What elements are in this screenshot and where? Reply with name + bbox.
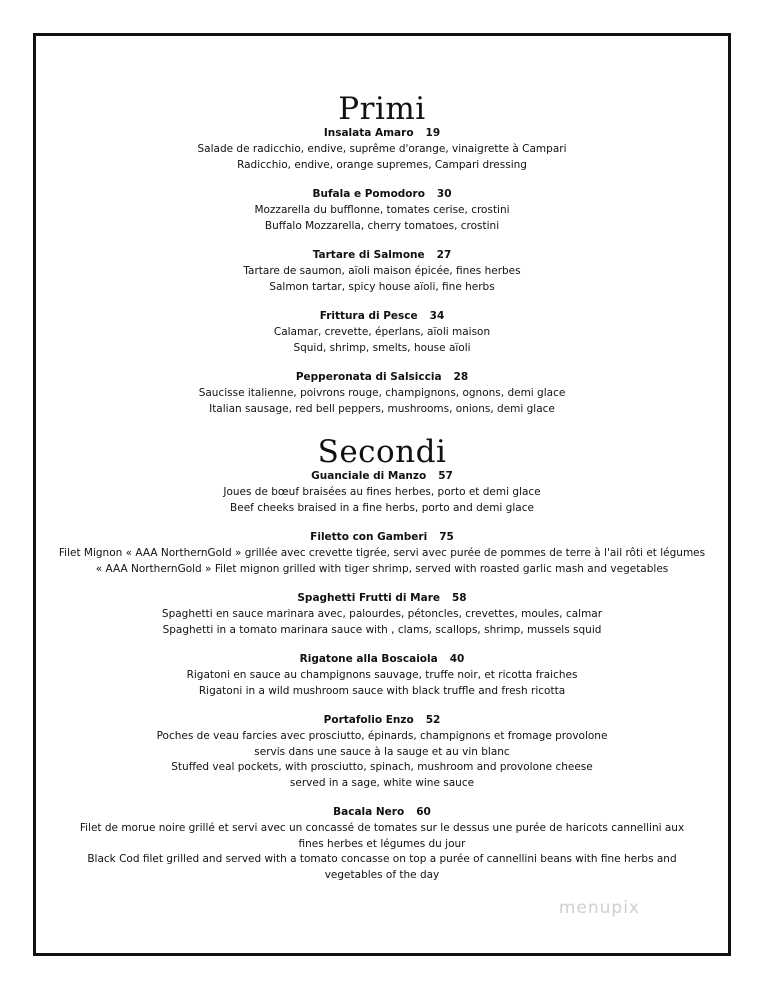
item-description: servis dans une sauce à la sauge et au vin blanc	[254, 745, 510, 758]
item-description: Salmon tartar, spicy house aïoli, fine herbs	[269, 280, 495, 293]
item-price: 75	[439, 531, 454, 543]
item-price: 19	[425, 127, 441, 139]
watermark-logo: menupix	[558, 898, 640, 918]
item-description: Mozzarella du bufflonne, tomates cerise, crostini	[254, 204, 510, 216]
item-description: served in a sage, white wine sauce	[289, 776, 475, 789]
section-title-secondi: Secondi	[317, 434, 447, 470]
section-title-primi: Primi	[338, 91, 426, 127]
item-description: Tartare de saumon, aïoli maison épicée, fines herbes	[243, 265, 521, 277]
item-description: Radicchio, endive, orange supremes, Campari dressing	[237, 158, 527, 171]
item-name: Bacala Nero	[333, 806, 405, 818]
item-description: Rigatoni en sauce au champignons sauvage, truffe noir, et ricotta fraiches	[186, 669, 578, 681]
item-price: 52	[425, 714, 441, 726]
item-description: Spaghetti en sauce marinara avec, palourdes, pétoncles, crevettes, moules, calmar	[161, 608, 603, 620]
item-description: Poches de veau farcies avec prosciutto, épinards, champignons et fromage provolone	[156, 730, 608, 742]
item-description: Squid, shrimp, smelts, house aïoli	[293, 341, 471, 354]
menu-item	[36, 713, 728, 791]
item-description: Italian sausage, red bell peppers, mushrooms, onions, demi glace	[209, 402, 555, 415]
item-description: vegetables of the day	[324, 868, 440, 881]
item-name: Bufala e Pomodoro	[312, 188, 425, 200]
menu-item	[36, 591, 728, 638]
menu-item	[36, 187, 728, 234]
item-name: Tartare di Salmone	[312, 249, 425, 261]
item-description: fines herbes et légumes du jour	[298, 837, 466, 850]
item-description: Saucisse italienne, poivrons rouge, champignons, ognons, demi glace	[198, 387, 566, 399]
item-price: 30	[436, 188, 452, 200]
menu-item	[36, 805, 728, 883]
item-name: Insalata Amaro	[323, 127, 414, 139]
item-description: Beef cheeks braised in a fine herbs, porto and demi glace	[230, 501, 534, 514]
item-description: Rigatoni in a wild mushroom sauce with black truffle and fresh ricotta	[198, 684, 566, 697]
item-price: 60	[416, 806, 431, 818]
menu-item	[36, 652, 728, 699]
item-description: Stuffed veal pockets, with prosciutto, spinach, mushroom and provolone cheese	[171, 761, 593, 773]
item-price: 57	[438, 470, 453, 482]
item-name: Portafolio Enzo	[323, 714, 414, 726]
menu-item	[36, 126, 728, 173]
item-name: Filetto con Gamberi	[310, 531, 428, 543]
item-description: Spaghetti in a tomato marinara sauce with , clams, scallops, shrimp, mussels squid	[162, 623, 602, 636]
menu-item	[36, 370, 728, 417]
item-name: Pepperonata di Salsiccia	[295, 371, 442, 383]
item-name: Rigatone alla Boscaiola	[299, 653, 438, 665]
item-price: 34	[429, 310, 445, 322]
item-description: Filet de morue noire grillé et servi avec un concassé de tomates sur le dessus une purée de haricots cannellini aux	[79, 822, 685, 834]
item-description: Calamar, crevette, éperlans, aïoli maison	[273, 326, 491, 338]
menu-item	[36, 309, 728, 356]
item-description: « AAA NorthernGold » Filet mignon grilled with tiger shrimp, served with roasted garlic mash and vegetables	[95, 562, 669, 575]
item-description: Joues de bœuf braisées au fines herbes, porto et demi glace	[223, 486, 541, 498]
item-name: Frittura di Pesce	[319, 310, 418, 322]
item-price: 40	[449, 653, 465, 665]
item-price: 58	[452, 592, 467, 604]
item-description: Salade de radicchio, endive, suprême d'orange, vinaigrette à Campari	[197, 143, 567, 155]
item-description: Buffalo Mozzarella, cherry tomatoes, crostini	[264, 219, 500, 232]
menu-content	[36, 92, 728, 897]
menu-item	[36, 248, 728, 295]
item-price: 27	[436, 249, 452, 261]
item-name: Spaghetti Frutti di Mare	[297, 592, 440, 604]
menu-item	[36, 469, 728, 516]
menu-item	[36, 530, 728, 577]
item-name: Guanciale di Manzo	[311, 470, 427, 482]
item-description: Black Cod filet grilled and served with a tomato concasse on top a purée of cannellini beans with fine herbs and	[87, 853, 677, 865]
item-price: 28	[453, 371, 469, 383]
item-description: Filet Mignon « AAA NorthernGold » grillée avec crevette tigrée, servi avec purée de pommes de terre à l'ail rôti et légumes	[58, 547, 706, 559]
